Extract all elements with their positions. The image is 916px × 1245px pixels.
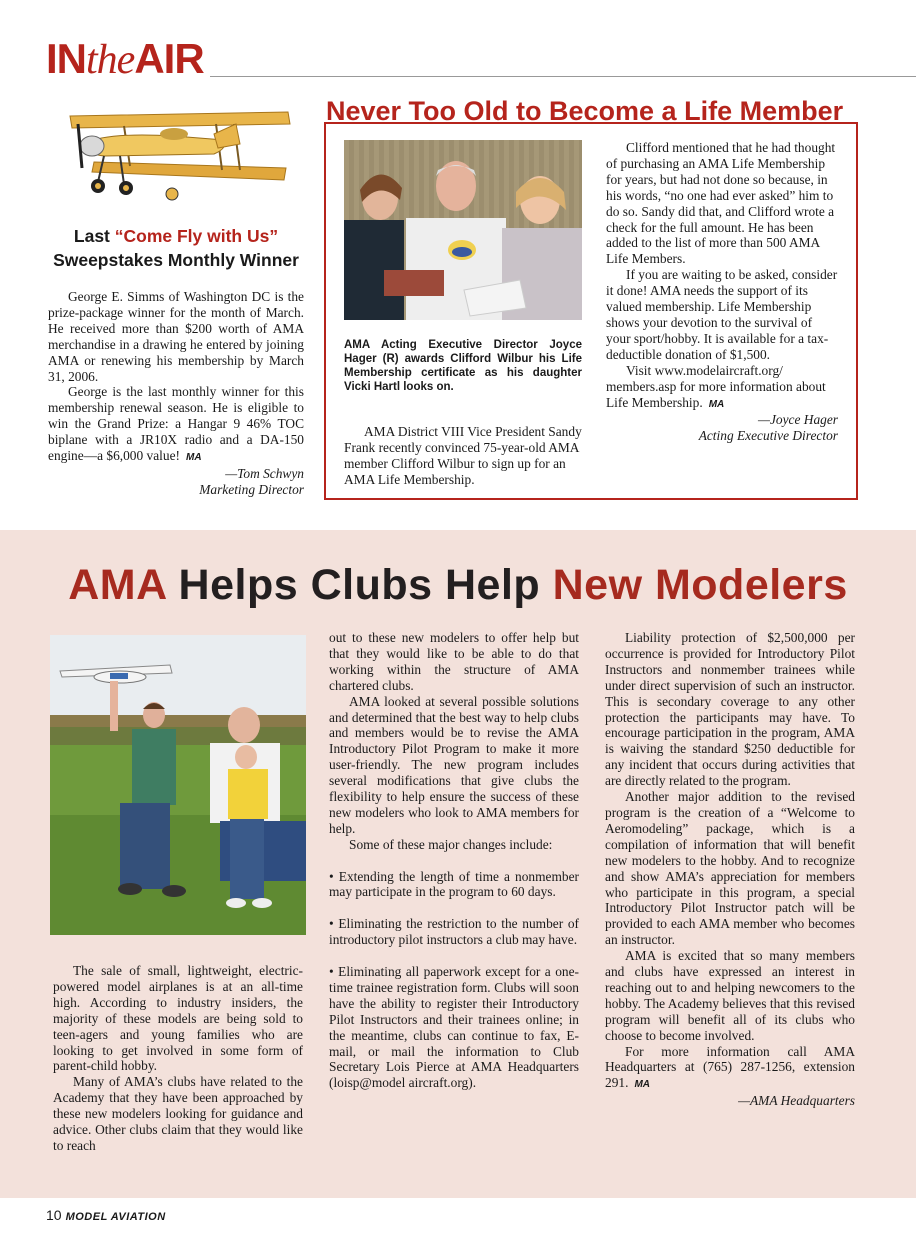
ma-end-mark: MA (708, 398, 725, 410)
ma-end-mark: MA (634, 1079, 650, 1091)
sweepstakes-paragraph: George E. Simms of Washington DC is the prize-package winner for the month of March. He received more than $200 worth of AMA merchandise in a drawing he entered by joining AMA or renewing his membership by March 31, 2006. (48, 289, 304, 384)
clubs-paragraph: The sale of small, lightweight, electric-powered model airplanes is at an all-time high. According to industry insiders, the majority of these models are being sold to teen-agers and young families who are looking to get involved in some form of parent-child hobby. (53, 963, 303, 1074)
photo-caption: AMA Acting Executive Director Joyce Hager (R) awards Clifford Wilbur his Life Membership certificate as his daughter Vicki Hartl looks on. (344, 339, 582, 393)
life-member-paragraph: Visit www.modelaircraft.org/ members.asp for more information about Life Membership. MA (606, 362, 826, 410)
clubs-column-1 (53, 963, 303, 1154)
clubs-column-2 (329, 630, 579, 1091)
header-rule (210, 76, 916, 77)
clubs-paragraph: out to these new modelers to offer help but that they would like to be able to do that working within the structure of AMA chartered clubs. (329, 630, 579, 693)
signature-title: Acting Executive Director (698, 428, 838, 444)
clubs-paragraph: Many of AMA’s clubs have related to the Academy that they have been approached by these new modelers looking for guidance and advice. Other clubs claim that they would like to reach (53, 1074, 303, 1153)
signature-name: —Joyce Hager (758, 412, 838, 428)
clubs-paragraph: AMA looked at several possible solutions and determined that the best way to help clubs and members would be to revise the AMA Introductory Pilot Program to make it more user-friendly. The new program includes several modifications that give clubs the flexibility to help ensure the success of these new modelers who look to AMA members for help. (329, 693, 579, 836)
page-footer (46, 1207, 166, 1223)
section-logo: INtheAIR (46, 35, 204, 83)
award-photo (344, 140, 582, 320)
family-flying-photo (50, 635, 306, 935)
clubs-paragraph: For more information call AMA Headquarters at (765) 287-1256, extension 291. MA (605, 1043, 855, 1091)
ma-end-mark: MA (186, 452, 202, 464)
life-member-article (606, 140, 838, 444)
life-member-paragraph: If you are waiting to be asked, consider it done! AMA needs the support of its valued membership. Life Membership shows your devotion to the survival of your sport/hobby. It is available for a tax-deductible donation of $1,500. (606, 267, 838, 362)
clubs-column-3 (605, 630, 855, 1109)
biplane-photo (64, 104, 294, 204)
life-member-paragraph: Clifford mentioned that he had thought of purchasing an AMA Life Membership for years, but had not done so because, in his words, “no one had ever asked” him to do so. Sandy did that, and Clifford wrote a check for the full amount. He has been added to the list of more than 500 AMA Life Members. (606, 140, 836, 267)
bullet-item: • Eliminating all paperwork except for a one-time trainee registration form. Clubs will soon have the ability to register their Introductory Pilot Instructors and their trainees online; in the meantime, clubs can continue to fax, E-mail, or mail the information to Club Secretary Lois Pierce at AMA Headquarters (loisp@model aircraft.org). (329, 963, 579, 1091)
life-member-title: Never Too Old to Become a Life Member (326, 96, 844, 126)
page-number: 10 (46, 1207, 62, 1223)
clubs-headline: AMA Helps Clubs Help New Modelers (68, 561, 848, 609)
clubs-paragraph: AMA is excited that so many members and clubs have expressed an interest in reaching out to and helping newcomers to the hobby. The Academy believes that this revised program will benefit all of its clubs who choose to become involved. (605, 948, 855, 1043)
magazine-name: MODEL AVIATION (65, 1211, 166, 1223)
clubs-paragraph: Another major addition to the revised program is the creation of a “Welcome to Aeromodeling” package, which is a compilation of information that will benefit new modelers to the hobby. And to recognize and show AMA’s appreciation for members who participate in this program, a special Introductory Pilot Instructor patch will be provided to each AMA member who becomes an instructor. (605, 789, 855, 948)
bullet-item: • Extending the length of time a nonmember may participate in the program to 60 days. (329, 868, 579, 900)
sweepstakes-paragraph: George is the last monthly winner for this membership renewal season. He is eligible to win the Grand Prize: a Hangar 9 46% TOC biplane with a JR10X radio and a DA-150 engine—a $6,000 value! MA (48, 384, 304, 464)
sweepstakes-headline: Last “Come Fly with Us” Sweepstakes Monthly Winner (53, 226, 299, 270)
sweepstakes-article (48, 289, 304, 498)
signature-name: —Tom Schwyn (225, 465, 304, 481)
signature-title: Marketing Director (199, 481, 304, 497)
signature: —AMA Headquarters (738, 1093, 855, 1109)
clubs-paragraph: Some of these major changes include: (349, 836, 553, 852)
clubs-paragraph: Liability protection of $2,500,000 per occurrence is provided for Introductory Pilot Instructors and nonmember trainees while under direct supervision of such an instructor. This is secondary coverage to any other protection the participants may have. To encourage participation in the program, AMA is waiving the standard $250 deductible for any incident that occurs during activities that are directly related to the program. (605, 630, 855, 789)
bullet-item: • Eliminating the restriction to the number of introductory pilot instructors a club may have. (329, 916, 579, 948)
life-member-intro: AMA District VIII Vice President Sandy Frank recently convinced 75-year-old AMA member Clifford Wilbur to sign up for an AMA Life Membership. (344, 424, 582, 487)
section-header (46, 35, 916, 83)
